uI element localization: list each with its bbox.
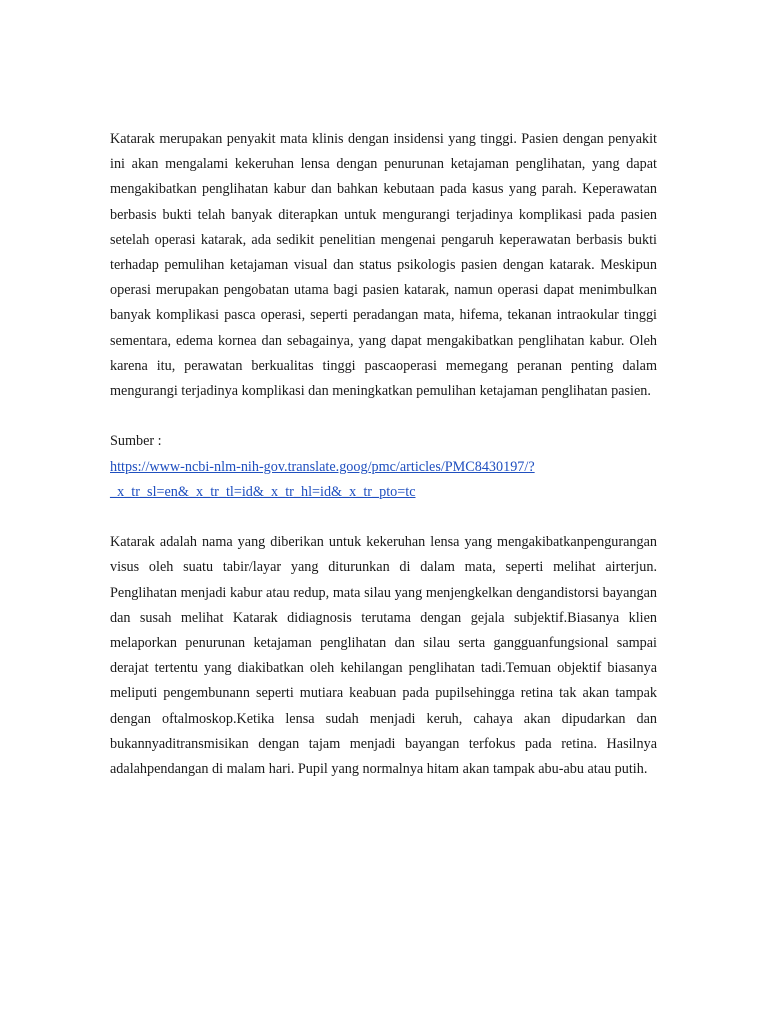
- paragraph-spacer: [110, 404, 657, 429]
- paragraph-definition: Katarak adalah nama yang diberikan untuk kekeruhan lensa yang mengakibatkanpengurangan visus oleh suatu tabir/layar yang diturunkan di dalam mata, seperti melihat airterjun. Penglihatan menjadi kabur atau redup, mata silau yang menjengkelkan dengandistorsi bayangan dan susah melihat Katarak didiagnosis terutama dengan gejala subjektif.Biasanya klien melaporkan penurunan ketajaman penglihatan dan silau serta gangguanfungsional sampai derajat tertentu yang diakibatkan oleh kehilangan penglihatan tadi.Temuan objektif biasanya meliputi pengembunann seperti mutiara keabuan pada pupilsehingga retina tak akan tampak dengan oftalmoskop.Ketika lensa sudah menjadi keruh, cahaya akan dipudarkan dan bukannyaditransmisikan dengan tajam menjadi bayangan terfokus pada retina. Hasilnya adalahpendangan di malam hari. Pupil yang normalnya hitam akan tampak abu-abu atau putih.: [110, 534, 657, 778]
- source-link[interactable]: [110, 455, 657, 505]
- document-page: [110, 127, 657, 782]
- paragraph-spacer: [110, 505, 657, 530]
- source-link-line-1[interactable]: https://www-ncbi-nlm-nih-gov.translate.goog/pmc/articles/PMC8430197/?: [110, 458, 535, 475]
- source-label: Sumber :: [110, 433, 162, 450]
- paragraph-intro: Katarak merupakan penyakit mata klinis dengan insidensi yang tinggi. Pasien dengan penyakit ini akan mengalami kekeruhan lensa dengan penurunan ketajaman penglihatan, yang dapat mengakibatkan penglihatan kabur dan bahkan kebutaan pada kasus yang parah. Keperawatan berbasis bukti telah banyak diterapkan untuk mengurangi terjadinya komplikasi pada pasien setelah operasi katarak, ada sedikit penelitian mengenai pengaruh keperawatan berbasis bukti terhadap pemulihan ketajaman visual dan status psikologis pasien dengan katarak. Meskipun operasi merupakan pengobatan utama bagi pasien katarak, namun operasi dapat menimbulkan banyak komplikasi pasca operasi, seperti peradangan mata, hifema, tekanan intraokular tinggi sementara, edema kornea dan sebagainya, yang dapat mengakibatkan penglihatan kabur. Oleh karena itu, perawatan berkualitas tinggi pascaoperasi memegang peranan penting dalam mengurangi terjadinya komplikasi dan meningkatkan pemulihan ketajaman penglihatan pasien.: [110, 131, 657, 400]
- source-link-line-2[interactable]: _x_tr_sl=en&_x_tr_tl=id&_x_tr_hl=id&_x_tr_pto=tc: [110, 483, 416, 500]
